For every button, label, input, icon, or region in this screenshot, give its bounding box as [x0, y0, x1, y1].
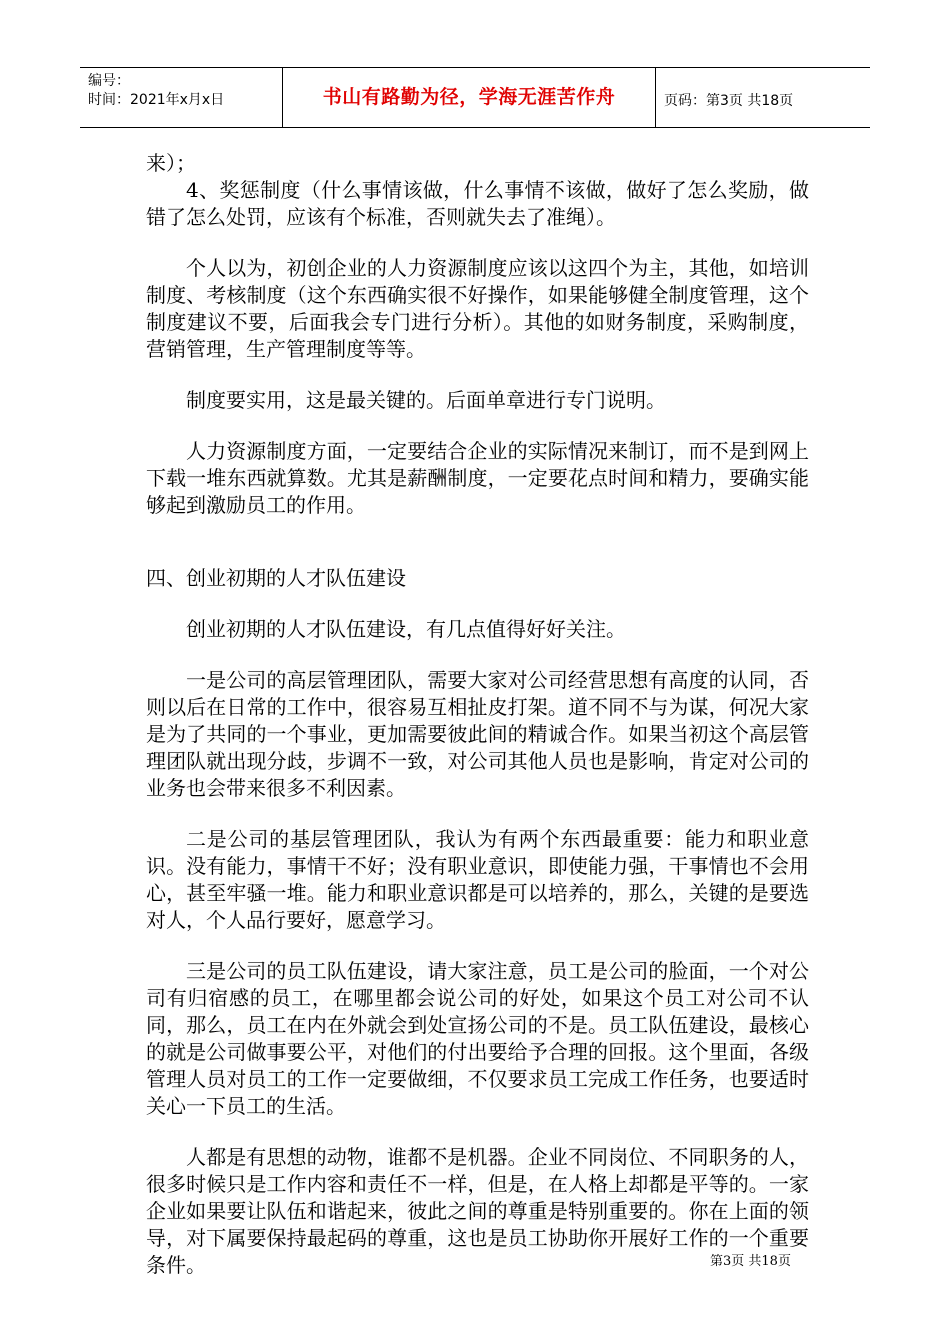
header-page-info: 页码：第3页 共18页 [664, 93, 794, 109]
paragraph: 一是公司的高层管理团队，需要大家对公司经营思想有高度的认同，否则以后在日常的工作中，很容易互相扯皮打架。道不同不与为谋，何况大家是为了共同的一个事业，更加需要彼此间的精诚合作。如果当初这个高层管理团队就出现分歧，步调不一致，对公司其他人员也是影响，肯定对公司的业务也会带来很多不利因素。 [146, 668, 809, 800]
header-top-rule [80, 67, 870, 68]
paragraph: 来）； [146, 151, 196, 175]
header-motto: 书山有路勤为径，学海无涯苦作舟 [322, 86, 616, 108]
header-meta [88, 72, 224, 110]
document-body [146, 150, 809, 1279]
paragraph: 人力资源制度方面，一定要结合企业的实际情况来制订，而不是到网上下载一堆东西就算数。尤其是薪酬制度，一定要花点时间和精力，要确实能够起到激励员工的作用。 [146, 439, 809, 517]
paragraph: 个人以为，初创企业的人力资源制度应该以这四个为主，其他，如培训制度、考核制度（这个东西确实很不好操作，如果能够健全制度管理，这个制度建议不要，后面我会专门进行分析）。其他的如财务制度，采购制度，营销管理，生产管理制度等等。 [146, 256, 809, 361]
date-label: 时间：2021年x月x日 [88, 92, 225, 108]
paragraph: 二是公司的基层管理团队，我认为有两个东西最重要：能力和职业意识。没有能力，事情干不好；没有职业意识，即使能力强，干事情也不会用心，甚至牢骚一堆。能力和职业意识都是可以培养的，那么，关键的是要选对人，个人品行要好，愿意学习。 [146, 827, 809, 932]
header-bottom-rule [80, 127, 870, 128]
section-heading: 四、创业初期的人才队伍建设 [146, 566, 406, 590]
code-label: 编号： [88, 73, 130, 89]
header-divider-right [655, 67, 656, 128]
paragraph: 4、奖惩制度（什么事情该做，什么事情不该做，做好了怎么奖励，做错了怎么处罚，应该有个标准，否则就失去了准绳）。 [146, 178, 809, 229]
paragraph: 创业初期的人才队伍建设，有几点值得好好关注。 [186, 617, 626, 641]
page-footer: 第3页 共18页 [710, 1254, 791, 1269]
paragraph: 制度要实用，这是最关键的。后面单章进行专门说明。 [186, 388, 666, 412]
paragraph: 三是公司的员工队伍建设，请大家注意，员工是公司的脸面，一个对公司有归宿感的员工，在哪里都会说公司的好处，如果这个员工对公司不认同，那么，员工在内在外就会到处宣扬公司的不是。员工队伍建设，最核心的就是公司做事要公平，对他们的付出要给予合理的回报。这个里面，各级管理人员对员工的工作一定要做细，不仅要求员工完成工作任务，也要适时关心一下员工的生活。 [146, 959, 809, 1118]
paragraph: 人都是有思想的动物，谁都不是机器。企业不同岗位、不同职务的人，很多时候只是工作内容和责任不一样，但是，在人格上却都是平等的。一家企业如果要让队伍和谐起来，彼此之间的尊重是特别重要的。你在上面的领导，对下属要保持最起码的尊重，这也是员工协助你开展好工作的一个重要条件。 [146, 1145, 809, 1277]
